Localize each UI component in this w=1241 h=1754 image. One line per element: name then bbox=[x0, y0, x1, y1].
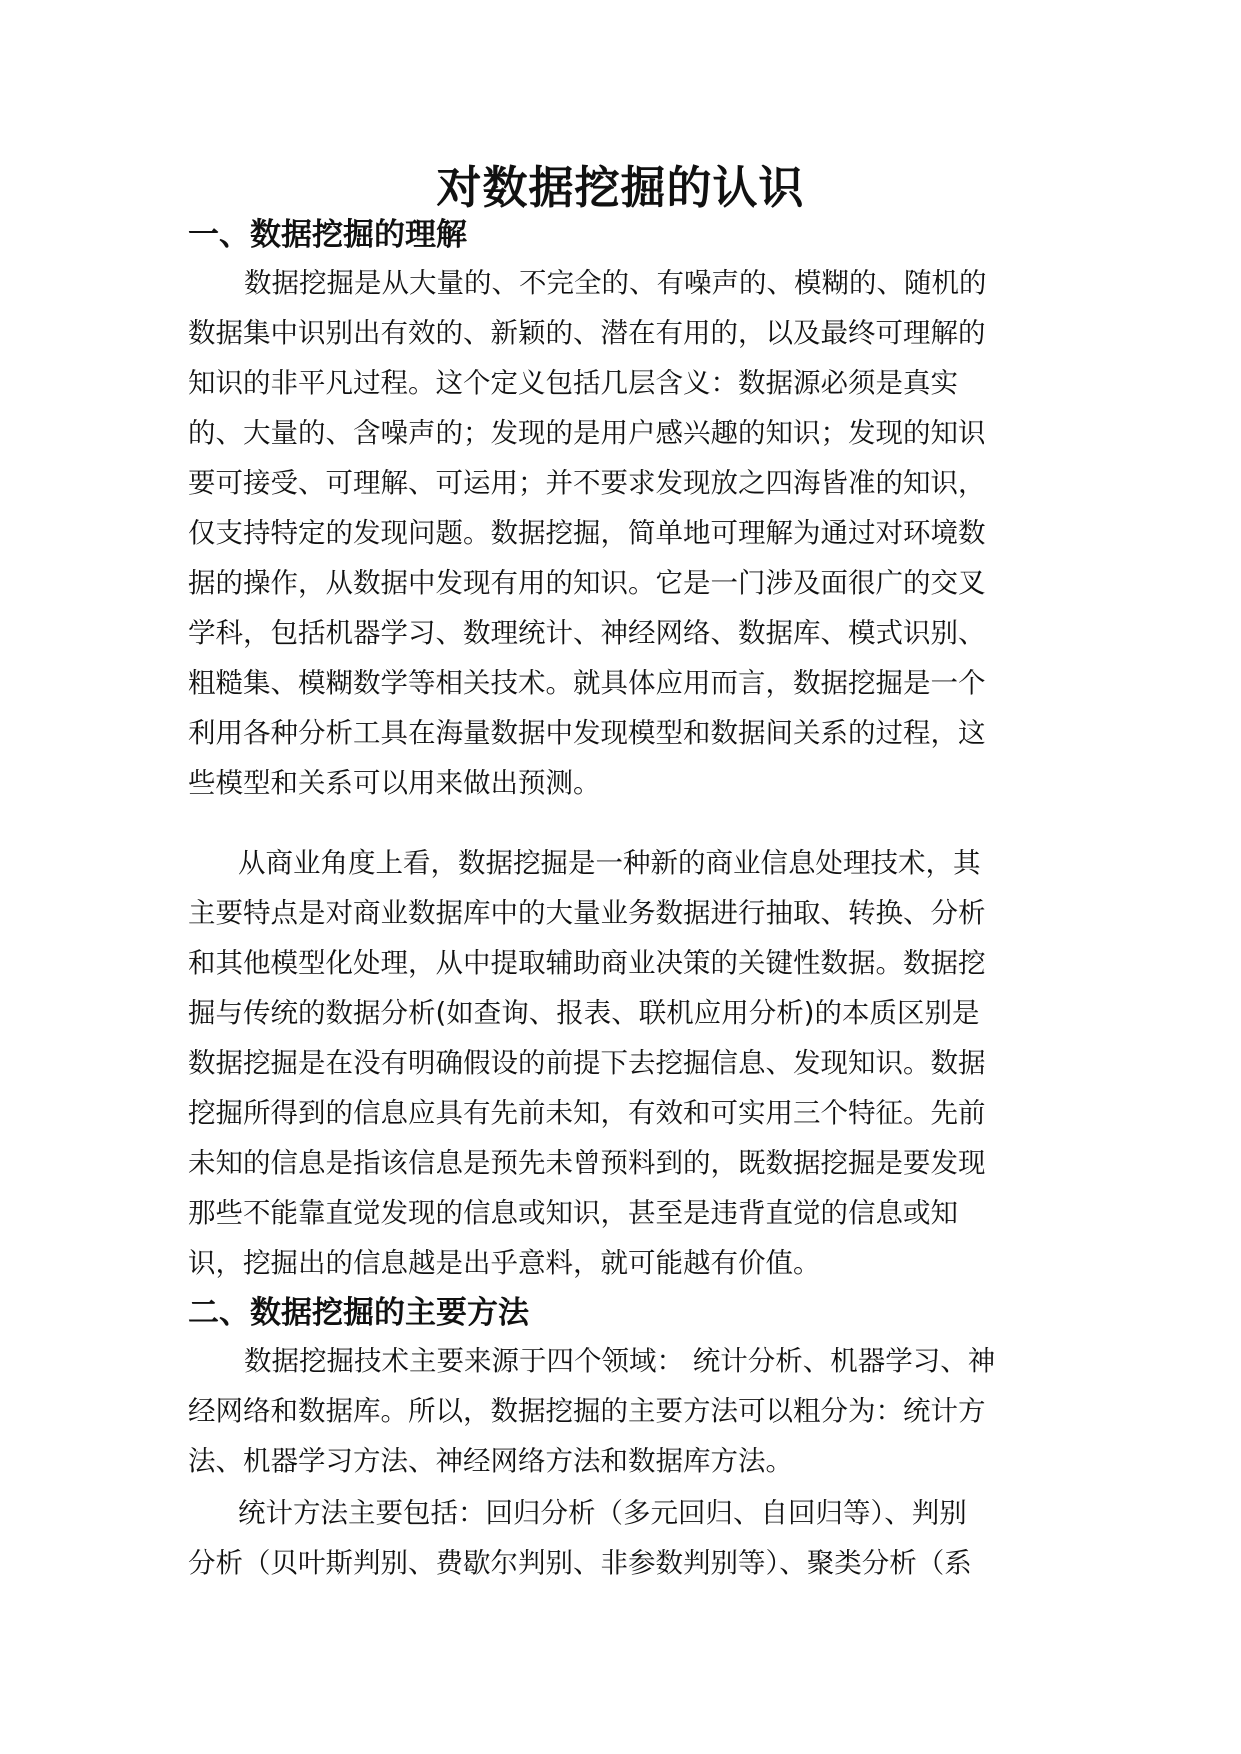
paragraph-line: 法、机器学习方法、神经网络方法和数据库方法。 bbox=[188, 1445, 793, 1477]
paragraph-line: 分析（贝叶斯判别、费歇尔判别、非参数判别等）、聚类分析（系 bbox=[188, 1547, 972, 1579]
paragraph-line: 利用各种分析工具在海量数据中发现模型和数据间关系的过程，这 bbox=[188, 717, 986, 749]
paragraph-line: 仅支持特定的发现问题。数据挖掘，简单地可理解为通过对环境数 bbox=[188, 517, 986, 549]
paragraph-line: 要可接受、可理解、可运用；并不要求发现放之四海皆准的知识， bbox=[188, 467, 986, 499]
paragraph-line: 的、大量的、含噪声的；发现的是用户感兴趣的知识；发现的知识 bbox=[188, 417, 986, 449]
paragraph-line: 主要特点是对商业数据库中的大量业务数据进行抽取、转换、分析 bbox=[188, 897, 986, 929]
paragraph-line: 学科，包括机器学习、数理统计、神经网络、数据库、模式识别、 bbox=[188, 617, 986, 649]
paragraph-definition bbox=[188, 258, 1058, 808]
document-title: 对数据挖掘的认识 bbox=[436, 161, 805, 214]
paragraph-line: 从商业角度上看，数据挖掘是一种新的商业信息处理技术，其 bbox=[238, 847, 981, 879]
paragraph-line: 掘与传统的数据分析(如查询、报表、联机应用分析)的本质区别是 bbox=[188, 997, 980, 1029]
paragraph-business-perspective bbox=[188, 838, 1058, 1288]
section-heading-methods: 二、数据挖掘的主要方法 bbox=[188, 1295, 529, 1331]
paragraph-line: 那些不能靠直觉发现的信息或知识，甚至是违背直觉的信息或知 bbox=[188, 1197, 958, 1229]
paragraph-line: 挖掘所得到的信息应具有先前未知，有效和可实用三个特征。先前 bbox=[188, 1097, 986, 1129]
paragraph-line: 经网络和数据库。所以，数据挖掘的主要方法可以粗分为：统计方 bbox=[188, 1395, 986, 1427]
paragraph-line: 些模型和关系可以用来做出预测。 bbox=[188, 767, 601, 799]
paragraph-line: 知识的非平凡过程。这个定义包括几层含义：数据源必须是真实 bbox=[188, 367, 958, 399]
paragraph-line: 和其他模型化处理，从中提取辅助商业决策的关键性数据。数据挖 bbox=[188, 947, 986, 979]
paragraph-statistical-methods bbox=[188, 1488, 1058, 1588]
paragraph-line: 统计方法主要包括：回归分析（多元回归、自回归等）、判别 bbox=[238, 1497, 967, 1529]
paragraph-line: 数据挖掘是在没有明确假设的前提下去挖掘信息、发现知识。数据 bbox=[188, 1047, 986, 1079]
paragraph-line: 数据挖掘技术主要来源于四个领域： 统计分析、机器学习、神 bbox=[244, 1345, 996, 1377]
section-heading-understanding: 一、数据挖掘的理解 bbox=[188, 217, 467, 253]
paragraph-line: 数据挖掘是从大量的、不完全的、有噪声的、模糊的、随机的 bbox=[244, 267, 987, 299]
paragraph-line: 未知的信息是指该信息是预先未曾预料到的，既数据挖掘是要发现 bbox=[188, 1147, 986, 1179]
paragraph-method-sources bbox=[188, 1336, 1058, 1486]
paragraph-line: 数据集中识别出有效的、新颖的、潜在有用的，以及最终可理解的 bbox=[188, 317, 986, 349]
paragraph-line: 识，挖掘出的信息越是出乎意料，就可能越有价值。 bbox=[188, 1247, 821, 1279]
paragraph-line: 粗糙集、模糊数学等相关技术。就具体应用而言，数据挖掘是一个 bbox=[188, 667, 986, 699]
paragraph-line: 据的操作，从数据中发现有用的知识。它是一门涉及面很广的交叉 bbox=[188, 567, 986, 599]
